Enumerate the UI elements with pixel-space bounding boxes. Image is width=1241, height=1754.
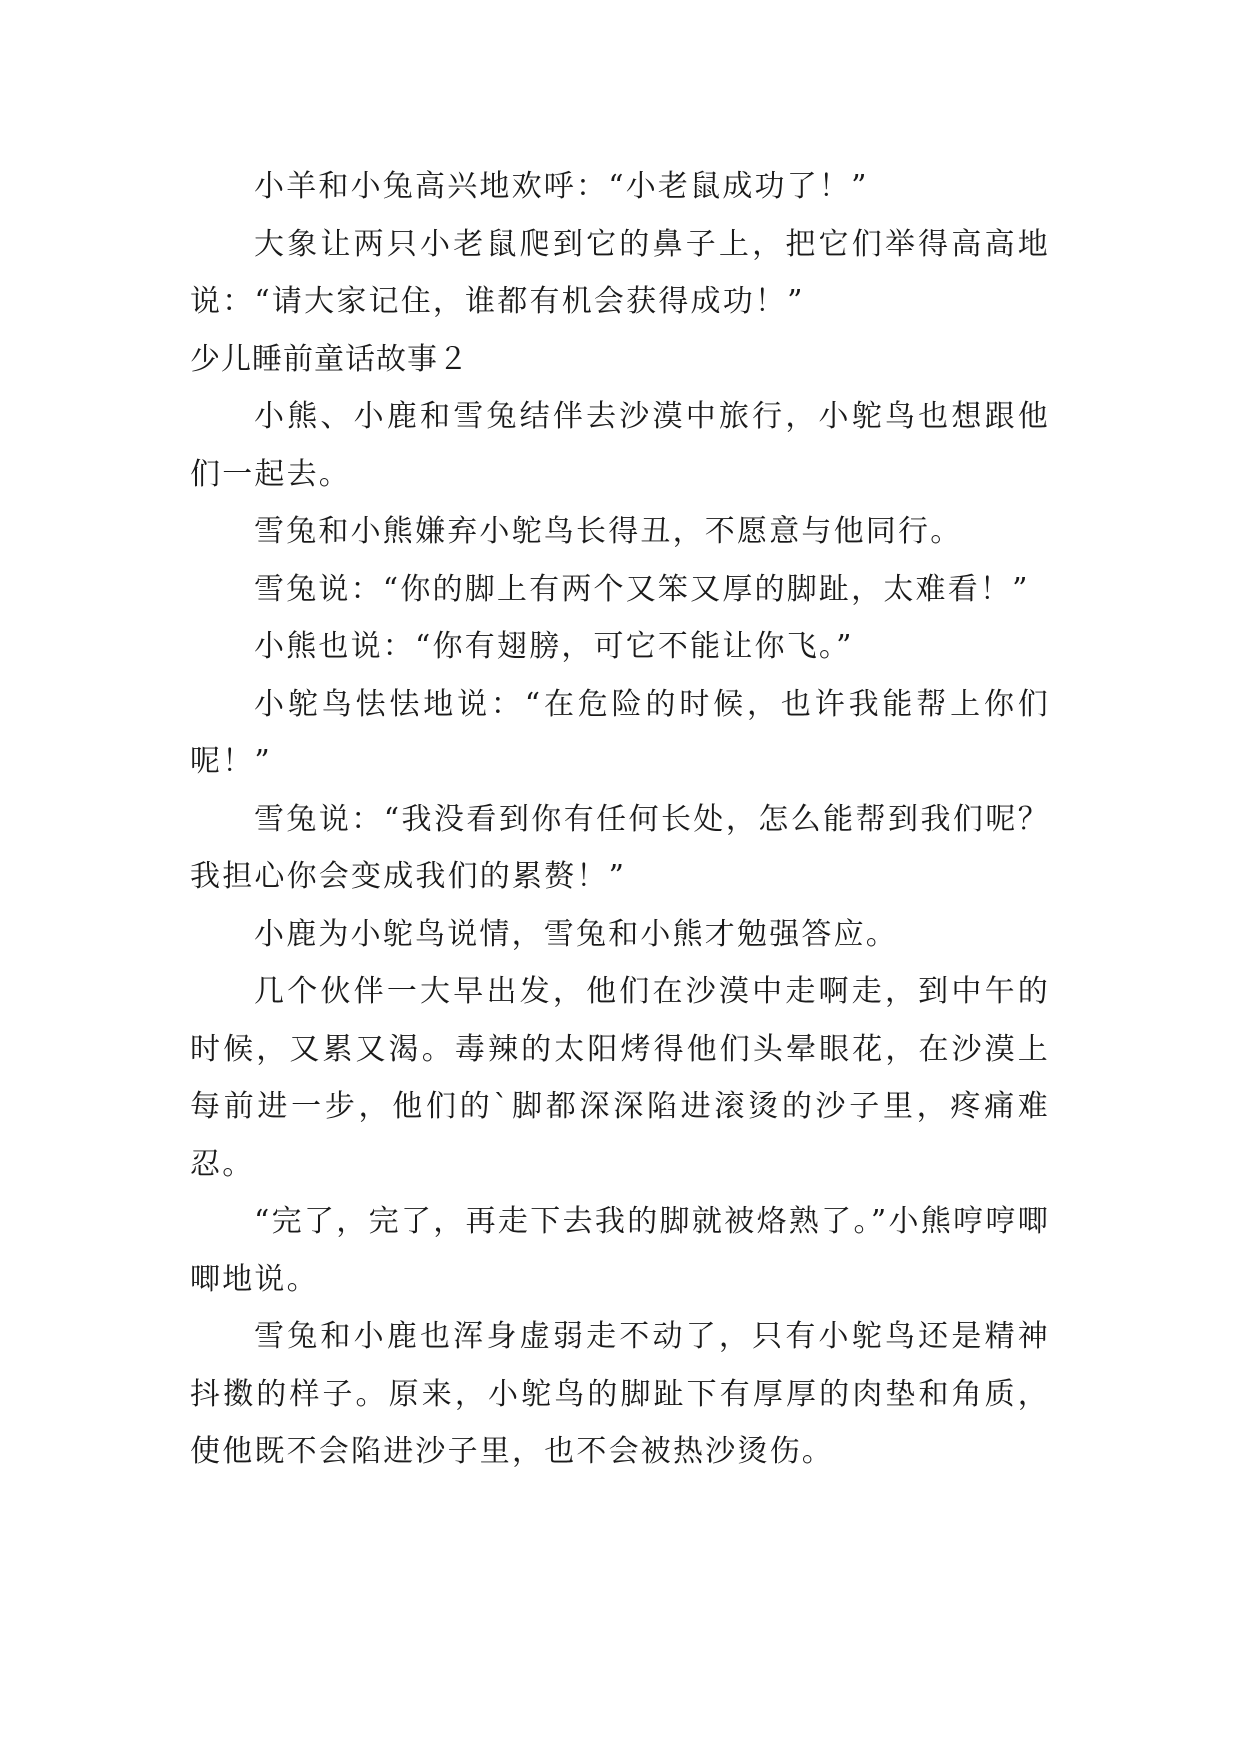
story2-paragraph: 小熊也说：“你有翅膀，可它不能让你飞。” <box>254 629 854 664</box>
story2-paragraph: 小熊、小鹿和雪兔结伴去沙漠中旅行，小鸵鸟也想跟他们一起去。 <box>190 399 1050 492</box>
story2-paragraph: 小鹿为小鸵鸟说情，雪兔和小熊才勉强答应。 <box>254 916 898 952</box>
story2-title: 少儿睡前童话故事２ <box>190 341 469 377</box>
story2-paragraph: “完了，完了，再走下去我的脚就被烙熟了。”小熊哼哼唧唧地说。 <box>190 1204 1050 1297</box>
story2-paragraph: 雪兔和小熊嫌弃小鸵鸟长得丑，不愿意与他同行。 <box>254 514 963 549</box>
story2-paragraph: 雪兔说：“我没看到你有任何长处，怎么能帮到我们呢？我担心你会变成我们的累赘！” <box>190 801 1050 894</box>
document-body <box>190 158 1050 1481</box>
story1-paragraph: 大象让两只小老鼠爬到它的鼻子上，把它们举得高高地说：“请大家记住，谁都有机会获得成功！” <box>190 226 1050 319</box>
story2-paragraph: 雪兔说：“你的脚上有两个又笨又厚的脚趾，太难看！” <box>254 571 1030 607</box>
story2-paragraph: 雪兔和小鹿也浑身虚弱走不动了，只有小鸵鸟还是精神抖擞的样子。原来，小鸵鸟的脚趾下有厚厚的肉垫和角质，使他既不会陷进沙子里，也不会被热沙烫伤。 <box>190 1319 1050 1469</box>
story2-paragraph: 几个伙伴一大早出发，他们在沙漠中走啊走，到中午的时候，又累又渴。毒辣的太阳烤得他们头晕眼花，在沙漠上每前进一步，他们的`脚都深深陷进滚烫的沙子里，疼痛难忍。 <box>190 974 1050 1182</box>
story2-paragraph: 小鸵鸟怯怯地说：“在危险的时候，也许我能帮上你们呢！” <box>190 686 1050 779</box>
story1-paragraph: 小羊和小兔高兴地欢呼：“小老鼠成功了！” <box>254 169 869 204</box>
